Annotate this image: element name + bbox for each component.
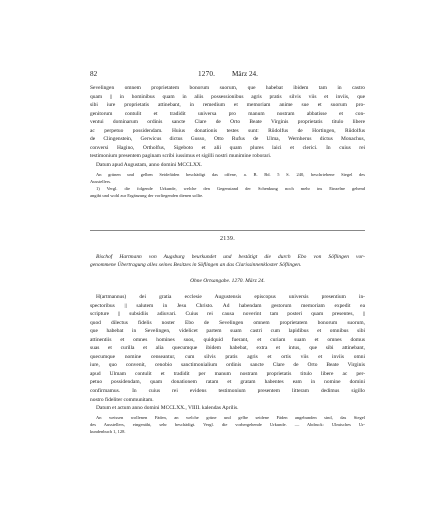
charter-number: 2139.	[220, 236, 235, 242]
text-line: spectoribus || salutem in Jesu Christo. Ad habendam gestorum memoriam expedit ea	[90, 302, 365, 309]
text-line: que habebat in Sevelingen, videlicet partem suam castri cum lapidibus et omnibus sibi	[90, 328, 365, 335]
note-line: An weissen wollenen Fäden, an welche grüne und gelbe seidene Fäden angebunden sind, das Siegel	[96, 415, 365, 420]
footnotes-first	[90, 172, 365, 200]
page-number: 82	[90, 70, 98, 78]
footnotes-second	[90, 415, 365, 436]
section-divider	[90, 230, 365, 231]
text-line: quecumque nomine censeantur, cum silvis pratis agris et ortis viis et inviis omni	[90, 353, 365, 360]
text-line: nostro fideliter communitam.	[90, 396, 154, 403]
running-header	[90, 70, 365, 80]
note-line: des Ausstellers, eingenäht, sehr beschädigt. Vergl. die vorhergehende Urkunde. — Abdruck: Ulmisches Ur-	[90, 421, 365, 427]
place-date-line: Ohne Ortsangabe. 1270. März 24.	[190, 278, 265, 284]
regest-line: Bischof Hartmann von Augsburg beurkundet und bestätigt die durch Ebo von Söflingen vor-	[96, 254, 365, 260]
text-line: H(artmannus) dei gratia ecclesie Augustensis episcopus universis presentium in-	[96, 294, 365, 300]
dating-clause: Datum et actum anno domini MCCLXX., VIIII. kalendas Aprilis.	[96, 405, 239, 412]
text-line: petuo possidendam, quam donationem ratam et gratam habentes eam in nomine domini	[90, 379, 365, 386]
text-line: scripture || subsidiis adiuvari. Cuius rei causa noverint tam posteri quam presentes, ||	[90, 311, 365, 318]
text-line: testimonium presentem paginam scribi iussimus et sigilli nostri munimine roborari.	[90, 153, 272, 160]
text-line: de Clingenstein, Gerwicus dictus Gusso, Otto Rufus de Ulma, Wernherus dictus Monachus,	[90, 136, 365, 143]
text-line: Sevelingen omnem proprietatem bonorum suorum, que habebat ibidem tam in castro	[90, 85, 365, 91]
text-line: sibi iure proprietatis attinebant, in remedium et memoriam anime sue et suorum pro-	[90, 102, 365, 109]
text-line: confirmamus. In cuius rei evidens testimonium presentem litteram dedimus sigillo	[90, 388, 365, 395]
charter-continuation	[90, 84, 365, 169]
regest-line: genommene Übertragung alles seines Besitzes in Söflingen an das Clarissinnenkloster Söflingen.	[90, 262, 302, 269]
text-line: quod dilectus fidelis noster Ebo de Sevelingen omnem proprietatem bonorum suorum,	[90, 319, 365, 326]
text-line: suas et curilla et alia quecumque ibidem habebat, extra et intus, que sibi attinebant,	[90, 345, 365, 352]
note-line: Ausstellers.	[90, 178, 112, 184]
text-line: ventui dominarum ordinis sancte Clare de Orto Beate Virginis proprietatis titulo libere	[90, 119, 365, 126]
header-date: März 24.	[232, 70, 258, 78]
note-line: 1) Vergl. die folgende Urkunde, welche den Gegenstand der Schenkung noch mehr ins Einzelne gehend	[96, 185, 365, 191]
text-line: genitorum contulit et tradidit universa pro manum nostram abbatisse et con-	[90, 110, 365, 117]
charter-regest	[90, 253, 365, 270]
charter-body	[90, 293, 365, 413]
note-line: An grünen und gelben Seidefäden beschädigt das offene, a. B. Bd. 5 S. 240, beschriebene Siegel des	[96, 172, 365, 177]
text-line: attinentiis et omnes homines suos, quidquid fuerant, et curiam suam et omnes domus	[90, 336, 365, 343]
header-year: 1270.	[198, 70, 216, 78]
text-line: conversi Hagino, Ortholfus, Sigeboto et alii quam plures laici et clerici. In cuius rei	[90, 144, 365, 151]
note-line: angibt und wohl zur Ergänzung der vorliegenden dienen sollte.	[90, 192, 204, 198]
text-line: iure, quo convenit, cenobio sanctimonialium ordinis sancte Clare de Orto Beate Virginis	[90, 362, 365, 369]
note-line: kundenbuch 1, 128.	[90, 428, 126, 434]
text-line: ac perpetuo possidendam. Huius donationis testes sunt: Rûdolfus de Hortingen, Rûdolfus	[90, 127, 365, 134]
dating-clause: Datum apud Augustam, anno domini MCCLXX.	[96, 161, 203, 168]
text-line: apud Ulmam contulit et tradidit per manum nostram proprietatis titulo libere ac per-	[90, 370, 365, 377]
text-line: quam || in hominibus quam in aliis possessionibus agris pratis silvis viis et inviis, que	[90, 93, 365, 100]
